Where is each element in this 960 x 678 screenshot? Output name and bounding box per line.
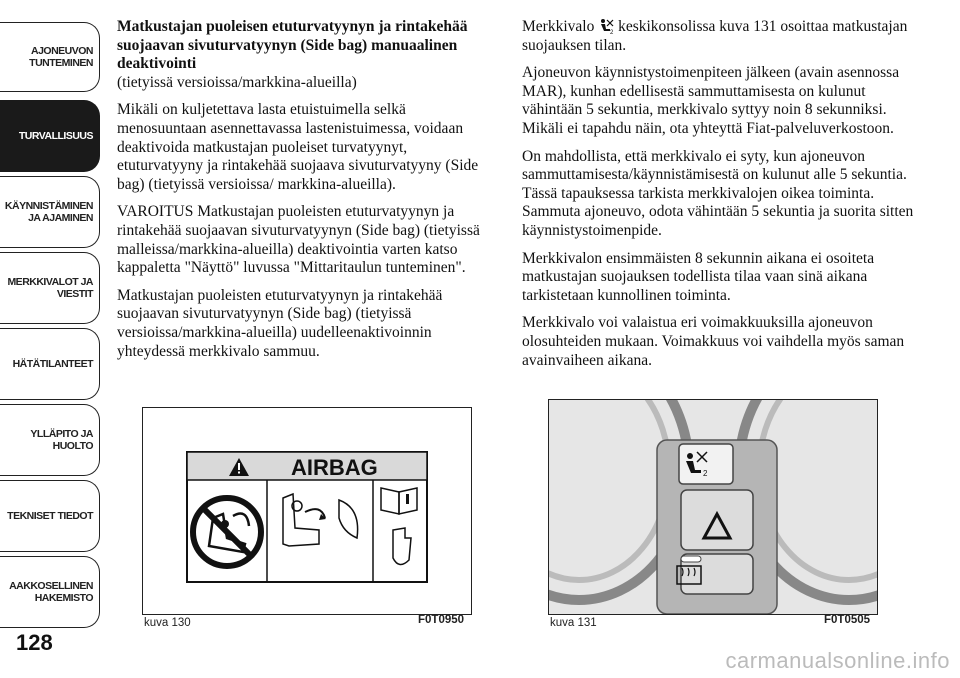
heading-note: (tietyissä versioissa/markkina-alueilla)	[117, 73, 357, 91]
right-text-column	[522, 18, 922, 379]
figure-airbag-label	[142, 407, 472, 615]
tab-label: MERKKIVALOT JA VIESTIT	[7, 276, 93, 300]
paragraph: Mikäli on kuljetettava lasta etuistuimella selkä menosuuntaan asennettavassa lastenistuimessa, voidaan deaktivoida matkustajan puoleiset turvatyynyt, etuturvatyyny ja rintakehää suojaava sivuturvatyyny (Side bag) (tietyissä versioissa/ markkina-alueilla).	[117, 101, 479, 193]
center-console-illustration	[549, 400, 877, 614]
warning-paragraph: VAROITUS Matkustajan puoleisten etuturvatyynyn ja rintakehää suojaavan sivuturvatyynyn (Side bag) (tietyissä malleissa/markkina-alueilla) deaktivointia varten katso kappaletta "Näyttö" luvussa "Mittaritaulun tunteminen".	[117, 203, 480, 277]
airbag-warning-label	[143, 408, 471, 614]
page-number: 128	[16, 630, 53, 655]
tab-label: YLLÄPITO JA HUOLTO	[30, 428, 93, 452]
text-fragment: Merkkivalo	[522, 18, 595, 35]
svg-text:2: 2	[703, 469, 708, 478]
tab-ajoneuvon-tunteminen[interactable]	[0, 22, 100, 92]
paragraph	[522, 18, 922, 55]
tab-label: AJONEUVON TUNTEMINEN	[29, 45, 93, 69]
tab-label: HÄTÄTILANTEET	[12, 358, 93, 370]
tab-turvallisuus[interactable]	[0, 100, 100, 172]
chapter-sidebar	[0, 0, 102, 640]
text-fragment: keskikonsolissa kuva 131 osoittaa matkustajan suojauksen tilan.	[522, 18, 908, 54]
airbag-off-icon	[598, 18, 614, 34]
svg-text:2: 2	[610, 30, 614, 34]
tab-hakemisto[interactable]	[0, 556, 100, 628]
section-heading: Matkustajan puoleisen etuturvatyynyn ja rintakehää suojaavan sivuturvatyynyn (Side bag) manuaalinen deaktivointi	[117, 18, 468, 73]
tab-merkkivalot[interactable]	[0, 252, 100, 324]
tab-tekniset-tiedot[interactable]	[0, 480, 100, 552]
airbag-label-text: AIRBAG	[291, 455, 378, 480]
paragraph: Matkustajan puoleisten etuturvatyynyn ja rintakehää suojaavan sivuturvatyynyn (Side bag) (tietyissä versioissa/markkina-alueilla) uudelleenaktivoinnin yhteydessä merkkivalo sammuu.	[117, 286, 443, 360]
tab-yllapito[interactable]	[0, 404, 100, 476]
figure-center-console	[548, 399, 878, 615]
tab-hatatilanteet[interactable]	[0, 328, 100, 400]
watermark: carmanualsonline.info	[725, 648, 950, 673]
paragraph: Merkkivalon ensimmäisten 8 sekunnin aikana ei osoiteta matkustajan suojauksen todellista tilaa vaan sinä aikana tarkistetaan kunnollinen toiminta.	[522, 249, 875, 304]
tab-label: TEKNISET TIEDOT	[7, 510, 93, 522]
figure-code: F0T0505	[824, 614, 871, 626]
left-text-column	[117, 18, 495, 370]
figure-caption: kuva 131	[550, 617, 597, 629]
paragraph: On mahdollista, että merkkivalo ei syty, kun ajoneuvon sammuttamisesta/käynnistämisestä on kulunut alle 5 sekuntia. Tässä tapauksessa tarkista merkkivalojen oikea toiminta. Sammuta ajoneuvo, odota vähintään 5 sekuntia ja suorita sitten käynnistystoimenpide.	[522, 147, 914, 239]
tab-label: TURVALLISUUS	[18, 130, 93, 142]
tab-label: KÄYNNISTÄMINEN JA AJAMINEN	[4, 200, 93, 224]
figure-code: F0T0950	[418, 614, 465, 626]
paragraph: Merkkivalo voi valaistua eri voimakkuuksilla ajoneuvon olosuhteiden mukaan. Voimakkuus voi vaihdella myös saman avainvaiheen aikana.	[522, 314, 905, 369]
paragraph: Ajoneuvon käynnistystoimenpiteen jälkeen (avain asennossa MAR), kunhan edellisestä sammuttamisesta on kulunut vähintään 5 sekuntia, merkkivalo syttyy noin 8 sekunniksi. Mikäli ei tapahdu näin, ota yhteyttä Fiat-palveluverkostoon.	[522, 64, 900, 137]
figure-caption: kuva 130	[144, 617, 191, 629]
tab-kaynnistaminen[interactable]	[0, 176, 100, 248]
tab-label: AAKKOSELLINEN HAKEMISTO	[9, 580, 93, 604]
